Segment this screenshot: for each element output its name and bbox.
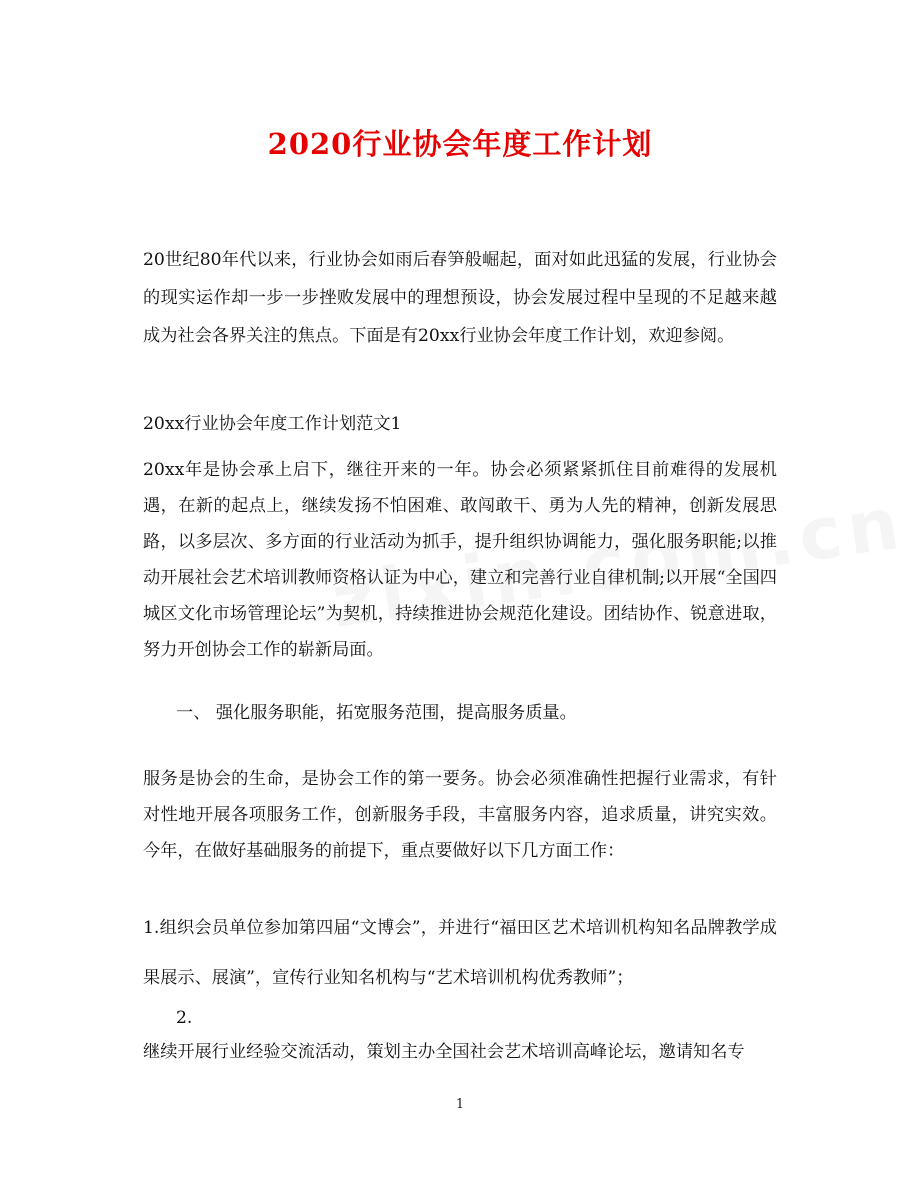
intro-paragraph: 20世纪80年代以来，行业协会如雨后春笋般崛起，面对如此迅猛的发展，行业协会的现实运作却一步一步挫败发展中的理想预设，协会发展过程中呈现的不足越来越成为社会各界关注的焦点。下面是有20xx行业协会年度工作计划，欢迎参阅。 (143, 250, 777, 346)
page-number: 1 (455, 1097, 465, 1112)
section-heading: 20xx行业协会年度工作计划范文1 (143, 414, 402, 434)
section-item-one: 一、 强化服务职能，拓宽服务范围，提高服务质量。 (176, 703, 577, 723)
list-item-2-number: 2. (176, 1008, 193, 1028)
list-item-1: 1.组织会员单位参加第四届“文博会”，并进行“福田区艺术培训机构知名品牌教学成果展示、展演”，宣传行业知名机构与“艺术培训机构优秀教师”； (143, 918, 777, 988)
body-paragraph-1: 20xx年是协会承上启下，继往开来的一年。协会必须紧紧抓住目前难得的发展机遇，在新的起点上，继续发扬不怕困难、敢闯敢干、勇为人先的精神，创新发展思路，以多层次、多方面的行业活动为抓手，提升组织协调能力，强化服务职能;以推动开展社会艺术培训教师资格认证为中心，建立和完善行业自律机制;以开展“全国四城区文化市场管理论坛”为契机，持续推进协会规范化建设。团结协作、锐意进取，努力开创协会工作的崭新局面。 (143, 460, 777, 660)
body-paragraph-2: 服务是协会的生命，是协会工作的第一要务。协会必须准确性把握行业需求，有针对性地开展各项服务工作，创新服务手段，丰富服务内容，追求质量，讲究实效。今年，在做好基础服务的前提下，重点要做好以下几方面工作： (143, 769, 777, 861)
document-title: 2020行业协会年度工作计划 (267, 127, 653, 161)
list-item-2-text: 继续开展行业经验交流活动，策划主办全国社会艺术培训高峰论坛，邀请知名专 (143, 1042, 745, 1062)
